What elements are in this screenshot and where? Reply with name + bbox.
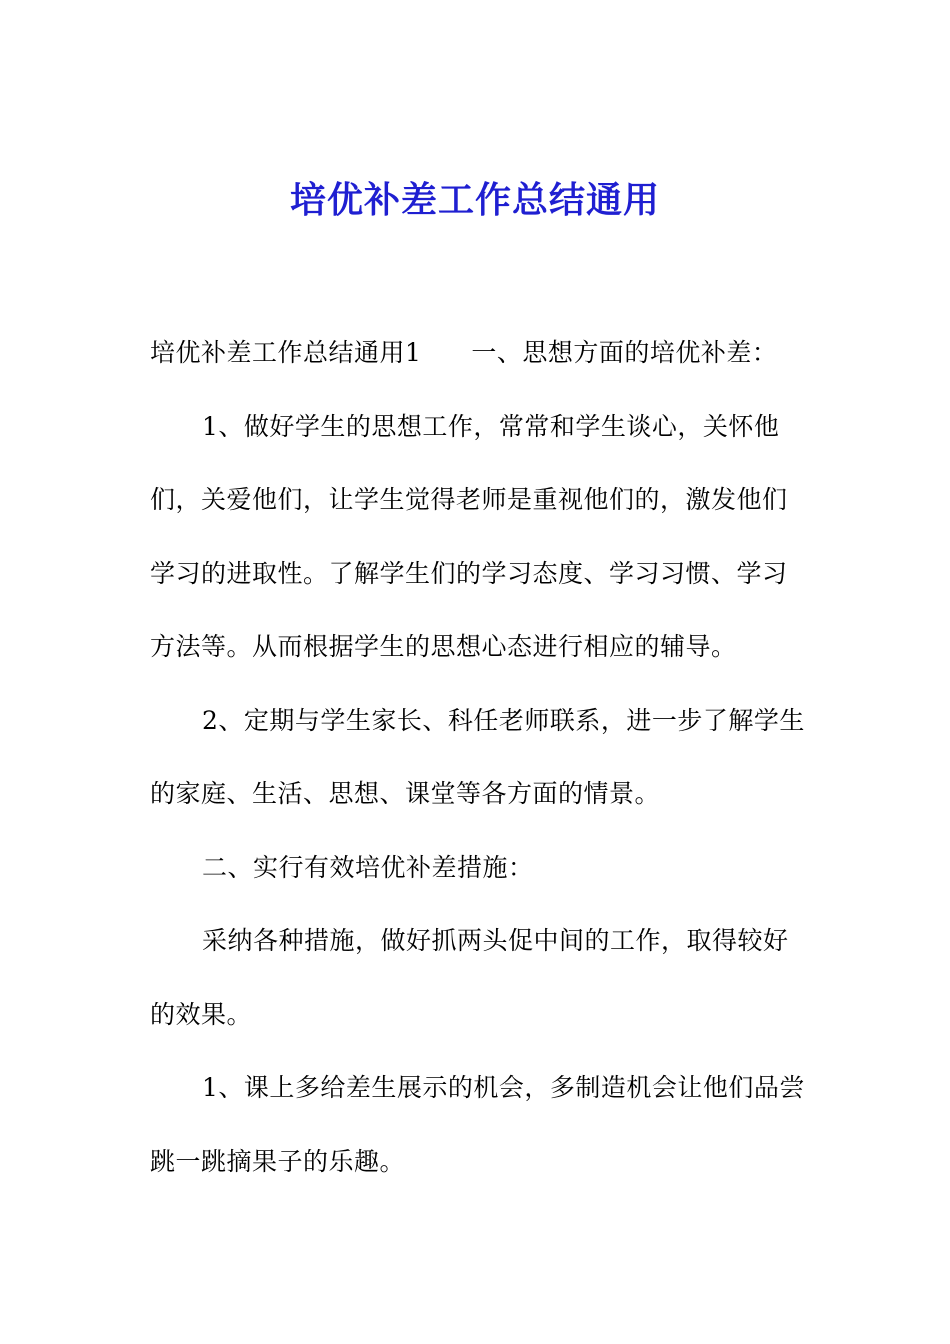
document-body [150, 316, 810, 1198]
paragraph-intro [150, 316, 810, 390]
paragraph-heading: 二、实行有效培优补差措施： [202, 852, 534, 882]
document-title: 培优补差工作总结通用 [289, 179, 660, 221]
paragraph: 2、定期与学生家长、科任老师联系，进一步了解学生的家庭、生活、思想、课堂等各方面的情景。 [150, 705, 805, 808]
paragraph: 1、课上多给差生展示的机会，多制造机会让他们品尝跳一跳摘果子的乐趣。 [150, 1073, 805, 1176]
paragraph: 1、做好学生的思想工作，常常和学生谈心，关怀他们，关爱他们，让学生觉得老师是重视他们的，激发他们学习的进取性。了解学生们的学习态度、学习习惯、学习方法等。从而根据学生的思想心态进行相应的辅导。 [150, 411, 788, 661]
section-heading: 培优补差工作总结通用1 [150, 338, 422, 367]
paragraph: 采纳各种措施，做好抓两头促中间的工作，取得较好的效果。 [150, 926, 789, 1029]
section-subheading: 一、思想方面的培优补差： [471, 338, 778, 367]
